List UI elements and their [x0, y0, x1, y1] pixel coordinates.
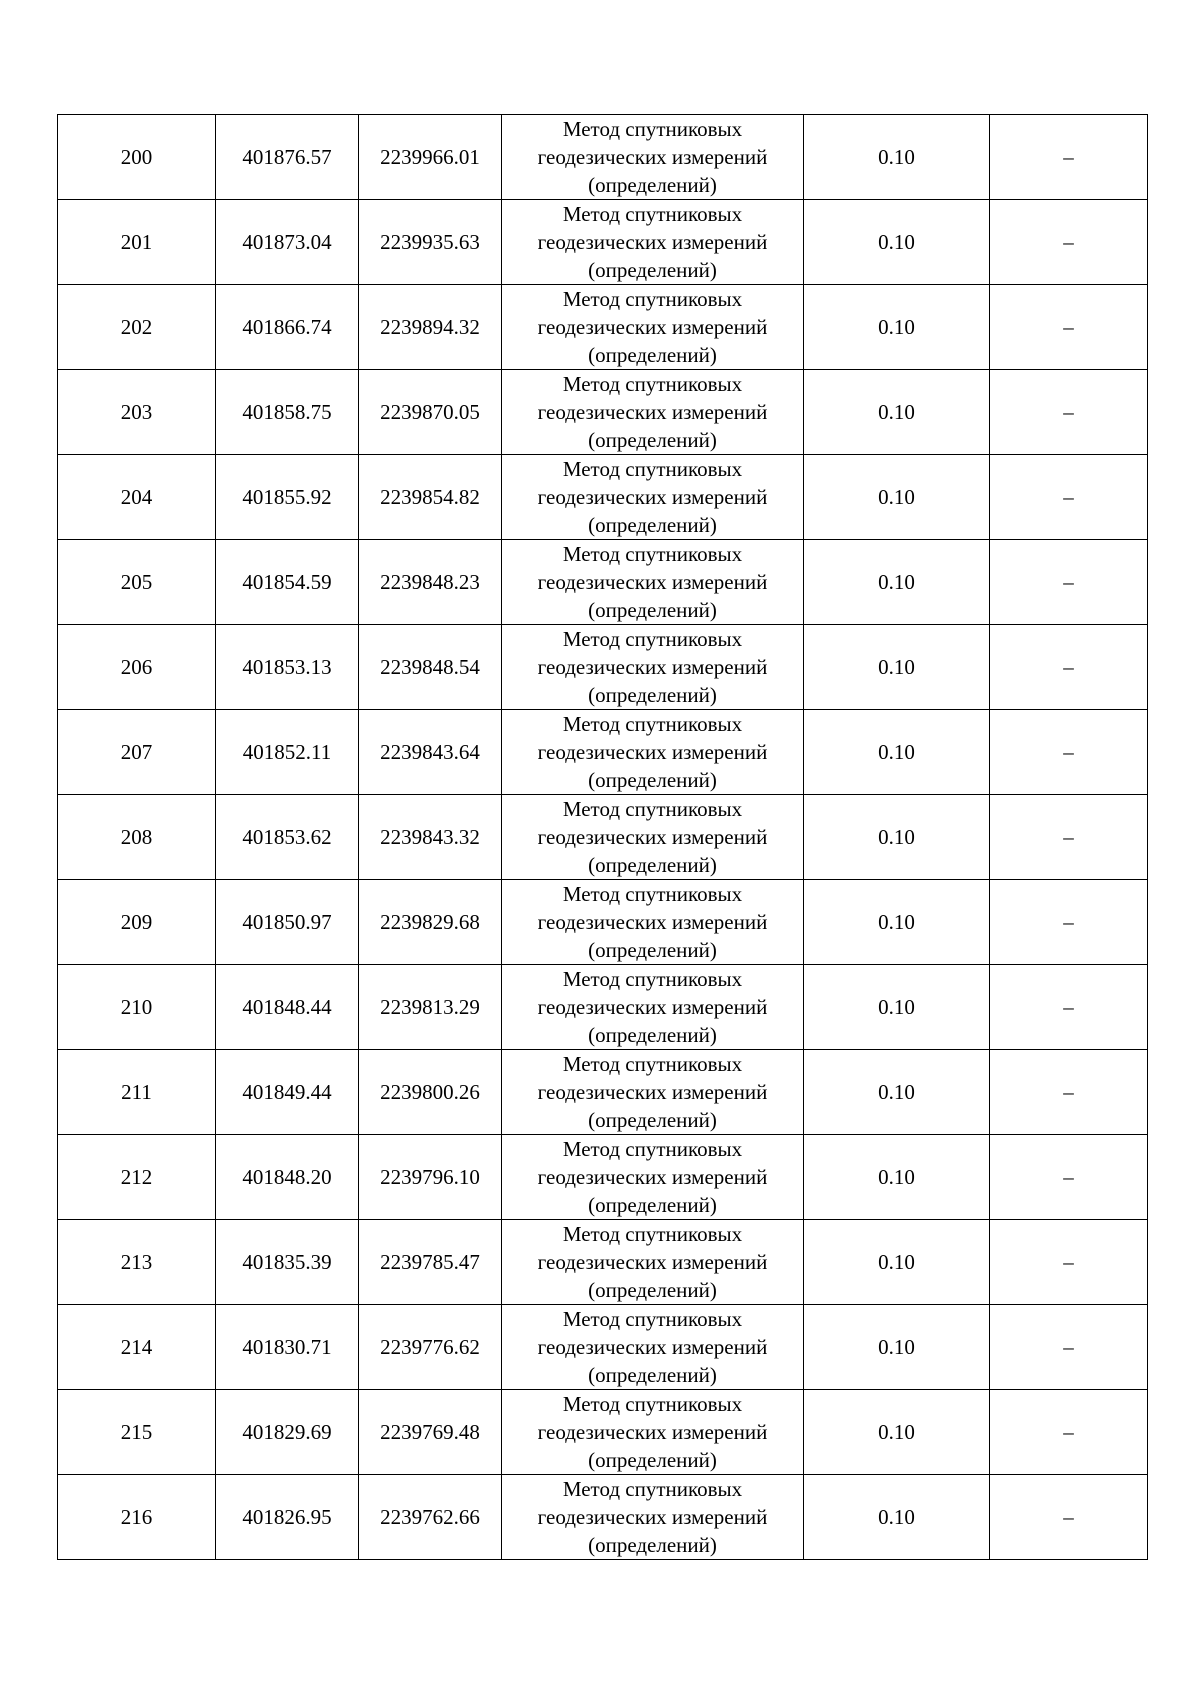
point-number-cell: 210: [58, 965, 216, 1050]
note-cell: –: [990, 1135, 1148, 1220]
method-cell: [502, 625, 804, 710]
point-number-cell: 203: [58, 370, 216, 455]
method-cell: [502, 965, 804, 1050]
method-line: (определений): [588, 683, 717, 707]
y-coordinate-cell: 2239966.01: [359, 115, 502, 200]
accuracy-cell: 0.10: [804, 710, 990, 795]
y-coordinate-cell: 2239785.47: [359, 1220, 502, 1305]
table-row: [58, 965, 1148, 1050]
method-line: Метод спутниковых: [562, 117, 743, 141]
point-number-cell: 208: [58, 795, 216, 880]
y-coordinate-cell: 2239843.32: [359, 795, 502, 880]
y-coordinate-cell: 2239848.54: [359, 625, 502, 710]
method-line: геодезических измерений: [537, 1165, 768, 1189]
method-line: геодезических измерений: [537, 230, 768, 254]
table-row: [58, 115, 1148, 200]
method-line: Метод спутниковых: [562, 882, 743, 906]
method-line: Метод спутниковых: [562, 287, 743, 311]
x-coordinate-cell: 401853.13: [216, 625, 359, 710]
x-coordinate-cell: 401850.97: [216, 880, 359, 965]
point-number-cell: 216: [58, 1475, 216, 1560]
method-cell: [502, 115, 804, 200]
accuracy-cell: 0.10: [804, 625, 990, 710]
accuracy-cell: 0.10: [804, 965, 990, 1050]
method-line: геодезических измерений: [537, 570, 768, 594]
method-line: (определений): [588, 1023, 717, 1047]
y-coordinate-cell: 2239935.63: [359, 200, 502, 285]
x-coordinate-cell: 401876.57: [216, 115, 359, 200]
note-cell: –: [990, 1220, 1148, 1305]
note-cell: –: [990, 200, 1148, 285]
table-row: [58, 880, 1148, 965]
y-coordinate-cell: 2239813.29: [359, 965, 502, 1050]
method-line: геодезических измерений: [537, 995, 768, 1019]
table-row: [58, 710, 1148, 795]
method-line: (определений): [588, 513, 717, 537]
x-coordinate-cell: 401854.59: [216, 540, 359, 625]
x-coordinate-cell: 401873.04: [216, 200, 359, 285]
method-line: геодезических измерений: [537, 1080, 768, 1104]
x-coordinate-cell: 401849.44: [216, 1050, 359, 1135]
method-line: геодезических измерений: [537, 145, 768, 169]
method-line: геодезических измерений: [537, 1250, 768, 1274]
method-line: Метод спутниковых: [562, 457, 743, 481]
table-row: [58, 625, 1148, 710]
point-number-cell: 204: [58, 455, 216, 540]
y-coordinate-cell: 2239870.05: [359, 370, 502, 455]
method-line: Метод спутниковых: [562, 1477, 743, 1501]
x-coordinate-cell: 401835.39: [216, 1220, 359, 1305]
x-coordinate-cell: 401848.20: [216, 1135, 359, 1220]
method-cell: [502, 1475, 804, 1560]
point-number-cell: 202: [58, 285, 216, 370]
note-cell: –: [990, 1050, 1148, 1135]
method-line: геодезических измерений: [537, 315, 768, 339]
method-line: (определений): [588, 768, 717, 792]
method-cell: [502, 710, 804, 795]
method-cell: [502, 1305, 804, 1390]
method-cell: [502, 1135, 804, 1220]
x-coordinate-cell: 401848.44: [216, 965, 359, 1050]
point-number-cell: 214: [58, 1305, 216, 1390]
method-line: Метод спутниковых: [562, 202, 743, 226]
point-number-cell: 211: [58, 1050, 216, 1135]
accuracy-cell: 0.10: [804, 1220, 990, 1305]
point-number-cell: 206: [58, 625, 216, 710]
method-line: Метод спутниковых: [562, 542, 743, 566]
accuracy-cell: 0.10: [804, 795, 990, 880]
x-coordinate-cell: 401830.71: [216, 1305, 359, 1390]
table-row: [58, 285, 1148, 370]
accuracy-cell: 0.10: [804, 1305, 990, 1390]
accuracy-cell: 0.10: [804, 880, 990, 965]
y-coordinate-cell: 2239829.68: [359, 880, 502, 965]
method-line: (определений): [588, 853, 717, 877]
method-line: (определений): [588, 938, 717, 962]
table-row: [58, 1050, 1148, 1135]
accuracy-cell: 0.10: [804, 1050, 990, 1135]
method-line: Метод спутниковых: [562, 797, 743, 821]
table-row: [58, 540, 1148, 625]
point-number-cell: 215: [58, 1390, 216, 1475]
x-coordinate-cell: 401829.69: [216, 1390, 359, 1475]
x-coordinate-cell: 401852.11: [216, 710, 359, 795]
x-coordinate-cell: 401866.74: [216, 285, 359, 370]
method-cell: [502, 200, 804, 285]
y-coordinate-cell: 2239769.48: [359, 1390, 502, 1475]
table-row: [58, 455, 1148, 540]
method-cell: [502, 285, 804, 370]
method-line: Метод спутниковых: [562, 712, 743, 736]
method-line: Метод спутниковых: [562, 1222, 743, 1246]
coordinates-table: [57, 114, 1148, 1560]
method-line: геодезических измерений: [537, 825, 768, 849]
method-line: Метод спутниковых: [562, 1137, 743, 1161]
method-cell: [502, 370, 804, 455]
method-line: геодезических измерений: [537, 1420, 768, 1444]
note-cell: –: [990, 965, 1148, 1050]
note-cell: –: [990, 540, 1148, 625]
note-cell: –: [990, 625, 1148, 710]
method-line: (определений): [588, 173, 717, 197]
y-coordinate-cell: 2239843.64: [359, 710, 502, 795]
table-row: [58, 1390, 1148, 1475]
method-cell: [502, 795, 804, 880]
accuracy-cell: 0.10: [804, 1475, 990, 1560]
method-cell: [502, 455, 804, 540]
method-line: (определений): [588, 343, 717, 367]
x-coordinate-cell: 401855.92: [216, 455, 359, 540]
method-line: (определений): [588, 598, 717, 622]
point-number-cell: 201: [58, 200, 216, 285]
method-cell: [502, 1390, 804, 1475]
accuracy-cell: 0.10: [804, 1135, 990, 1220]
method-line: геодезических измерений: [537, 400, 768, 424]
note-cell: –: [990, 1390, 1148, 1475]
table-row: [58, 370, 1148, 455]
note-cell: –: [990, 1305, 1148, 1390]
note-cell: –: [990, 1475, 1148, 1560]
method-line: геодезических измерений: [537, 740, 768, 764]
method-line: (определений): [588, 1448, 717, 1472]
y-coordinate-cell: 2239800.26: [359, 1050, 502, 1135]
accuracy-cell: 0.10: [804, 370, 990, 455]
method-line: геодезических измерений: [537, 1335, 768, 1359]
y-coordinate-cell: 2239854.82: [359, 455, 502, 540]
note-cell: –: [990, 115, 1148, 200]
table-row: [58, 1475, 1148, 1560]
x-coordinate-cell: 401826.95: [216, 1475, 359, 1560]
method-line: (определений): [588, 1278, 717, 1302]
coordinates-table-body: [58, 115, 1148, 1560]
method-line: Метод спутниковых: [562, 372, 743, 396]
y-coordinate-cell: 2239796.10: [359, 1135, 502, 1220]
point-number-cell: 212: [58, 1135, 216, 1220]
method-line: Метод спутниковых: [562, 1052, 743, 1076]
method-line: Метод спутниковых: [562, 967, 743, 991]
note-cell: –: [990, 880, 1148, 965]
point-number-cell: 207: [58, 710, 216, 795]
y-coordinate-cell: 2239776.62: [359, 1305, 502, 1390]
method-line: геодезических измерений: [537, 485, 768, 509]
method-line: (определений): [588, 1193, 717, 1217]
point-number-cell: 205: [58, 540, 216, 625]
method-cell: [502, 880, 804, 965]
note-cell: –: [990, 710, 1148, 795]
method-line: (определений): [588, 1363, 717, 1387]
accuracy-cell: 0.10: [804, 115, 990, 200]
table-row: [58, 795, 1148, 880]
method-line: (определений): [588, 258, 717, 282]
method-line: (определений): [588, 428, 717, 452]
method-line: Метод спутниковых: [562, 1392, 743, 1416]
note-cell: –: [990, 455, 1148, 540]
point-number-cell: 209: [58, 880, 216, 965]
accuracy-cell: 0.10: [804, 540, 990, 625]
method-line: Метод спутниковых: [562, 1307, 743, 1331]
method-line: геодезических измерений: [537, 910, 768, 934]
method-cell: [502, 1220, 804, 1305]
accuracy-cell: 0.10: [804, 1390, 990, 1475]
note-cell: –: [990, 370, 1148, 455]
method-line: геодезических измерений: [537, 1505, 768, 1529]
point-number-cell: 213: [58, 1220, 216, 1305]
y-coordinate-cell: 2239894.32: [359, 285, 502, 370]
method-line: (определений): [588, 1108, 717, 1132]
accuracy-cell: 0.10: [804, 455, 990, 540]
x-coordinate-cell: 401858.75: [216, 370, 359, 455]
table-row: [58, 1305, 1148, 1390]
table-row: [58, 200, 1148, 285]
method-line: (определений): [588, 1533, 717, 1557]
y-coordinate-cell: 2239762.66: [359, 1475, 502, 1560]
note-cell: –: [990, 285, 1148, 370]
y-coordinate-cell: 2239848.23: [359, 540, 502, 625]
accuracy-cell: 0.10: [804, 285, 990, 370]
x-coordinate-cell: 401853.62: [216, 795, 359, 880]
table-row: [58, 1220, 1148, 1305]
note-cell: –: [990, 795, 1148, 880]
table-row: [58, 1135, 1148, 1220]
method-line: геодезических измерений: [537, 655, 768, 679]
point-number-cell: 200: [58, 115, 216, 200]
method-cell: [502, 1050, 804, 1135]
method-cell: [502, 540, 804, 625]
method-line: Метод спутниковых: [562, 627, 743, 651]
accuracy-cell: 0.10: [804, 200, 990, 285]
